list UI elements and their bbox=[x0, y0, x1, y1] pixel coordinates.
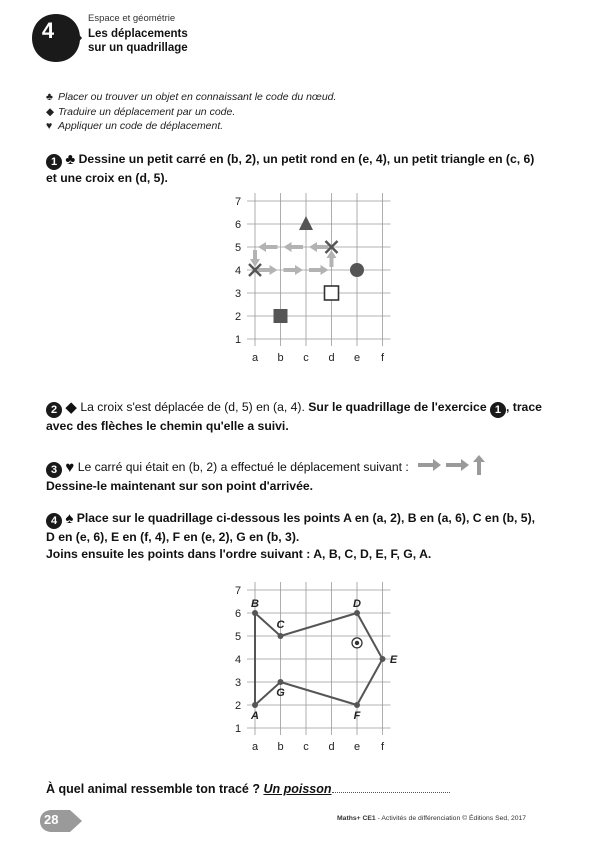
point-label-E: E bbox=[389, 654, 398, 666]
point-label-C: C bbox=[276, 619, 285, 631]
exercise-number: 4 bbox=[46, 513, 62, 529]
point-label-F: F bbox=[353, 710, 361, 722]
spade-icon: ♠ bbox=[65, 510, 74, 527]
row-label: 3 bbox=[234, 288, 242, 300]
exercise-2-text-2: avec des flèches le chemin qu'elle a suivi. bbox=[46, 419, 289, 433]
exercise-4-text: Place sur le quadrillage ci-dessous les points A en (a, 2), B en (a, 6), C en (b, 5), bbox=[76, 511, 536, 525]
arrow-right-icon bbox=[446, 459, 469, 471]
open-square bbox=[325, 286, 339, 300]
exercise-number: 3 bbox=[46, 462, 62, 478]
objective-item bbox=[46, 90, 336, 105]
title-line-1: Les déplacements bbox=[88, 28, 188, 40]
row-label: 2 bbox=[234, 311, 242, 323]
row-label: 5 bbox=[234, 242, 242, 254]
row-label: 6 bbox=[234, 608, 242, 620]
chapter-number: 4 bbox=[41, 18, 55, 43]
exercise-1 bbox=[46, 151, 556, 187]
page-number: 28 bbox=[44, 812, 59, 827]
point-B bbox=[252, 610, 258, 616]
grid-lines bbox=[247, 582, 391, 735]
objective-item bbox=[46, 105, 336, 120]
exercise-4-text-2: D en (e, 6), E en (f, 4), F en (e, 2), G en (b, 3). bbox=[46, 530, 300, 544]
exercise-number: 2 bbox=[46, 402, 62, 418]
point-label-D: D bbox=[353, 598, 361, 610]
col-label: b bbox=[277, 352, 284, 364]
page-title bbox=[88, 27, 188, 55]
col-label: a bbox=[251, 741, 259, 753]
point-A bbox=[252, 702, 258, 708]
path-arrowhead bbox=[321, 265, 329, 275]
exercise-2-bold-end: , trace bbox=[505, 400, 542, 414]
footer-book: Maths+ CE1 bbox=[337, 815, 376, 822]
arrow-right-icon bbox=[418, 459, 441, 471]
club-icon: ♣ bbox=[65, 151, 76, 168]
arrow-up-icon bbox=[473, 455, 485, 475]
col-label: e bbox=[353, 352, 361, 364]
exercise-2-bold: Sur le quadrillage de l'exercice bbox=[308, 400, 487, 414]
footer-credits bbox=[337, 815, 526, 822]
heart-icon: ♥ bbox=[46, 120, 53, 132]
question-text: À quel animal ressemble ton tracé ? bbox=[46, 782, 260, 796]
domain-label: Espace et géométrie bbox=[88, 13, 176, 24]
point-label-G: G bbox=[276, 687, 285, 699]
point-D bbox=[354, 610, 360, 616]
col-label: c bbox=[303, 741, 309, 753]
point-E bbox=[380, 656, 386, 662]
col-label: f bbox=[380, 741, 385, 753]
row-label: 1 bbox=[234, 334, 242, 346]
row-label: 7 bbox=[234, 585, 242, 597]
row-label: 2 bbox=[234, 700, 242, 712]
filled-circle bbox=[350, 263, 364, 277]
row-label: 5 bbox=[234, 631, 242, 643]
exercise-ref-number: 1 bbox=[490, 402, 506, 418]
filled-square bbox=[274, 309, 288, 323]
point-G bbox=[278, 679, 284, 685]
grid-exercise-1 bbox=[226, 192, 398, 368]
answer-field[interactable]: Un poisson bbox=[263, 782, 332, 796]
path-arrowhead bbox=[284, 242, 292, 252]
exercise-4 bbox=[46, 510, 556, 563]
move-arrows bbox=[416, 455, 488, 475]
row-label: 1 bbox=[234, 723, 242, 735]
col-label: d bbox=[328, 741, 335, 753]
exercise-number: 1 bbox=[46, 154, 62, 170]
diamond-icon: ◆ bbox=[46, 105, 55, 118]
exercise-2-text: La croix s'est déplacée de (d, 5) en (a, 4). bbox=[80, 400, 305, 414]
path-arrowhead bbox=[295, 265, 303, 275]
heart-icon: ♥ bbox=[65, 459, 75, 476]
row-label: 6 bbox=[234, 219, 242, 231]
exercise-4-text-3: Joins ensuite les points dans l'ordre suivant : A, B, C, D, E, F, G, A. bbox=[46, 547, 432, 561]
path-arrowhead bbox=[309, 242, 317, 252]
col-label: f bbox=[380, 352, 385, 364]
filled-triangle bbox=[299, 216, 313, 230]
exercise-1-text: Dessine un petit carré en (b, 2), un petit rond en (e, 4), un petit triangle en (c, 6) bbox=[78, 152, 535, 166]
diamond-icon: ◆ bbox=[65, 399, 77, 416]
answer-dotted-line bbox=[332, 782, 450, 793]
exercise-2 bbox=[46, 399, 556, 435]
col-label: d bbox=[328, 352, 335, 364]
point-C bbox=[278, 633, 284, 639]
footer-credits-text: - Activités de différenciation © Éditions Sed, 2017 bbox=[375, 815, 527, 822]
objective-item bbox=[46, 119, 336, 134]
title-line-2: sur un quadrillage bbox=[88, 42, 188, 54]
club-icon: ♣ bbox=[46, 91, 53, 103]
exercise-1-text-2: et une croix en (d, 5). bbox=[46, 171, 168, 185]
col-label: e bbox=[353, 741, 361, 753]
row-label: 4 bbox=[234, 265, 242, 277]
point-label-A: A bbox=[251, 710, 259, 722]
row-label: 7 bbox=[234, 196, 242, 208]
point-label-B: B bbox=[251, 598, 259, 610]
col-label: a bbox=[251, 352, 259, 364]
path-arrowhead bbox=[258, 242, 266, 252]
fish-eye-pupil bbox=[355, 641, 359, 645]
objective-text: Placer ou trouver un objet en connaissant le code du nœud. bbox=[58, 91, 337, 103]
col-label: b bbox=[277, 741, 284, 753]
animal-question bbox=[46, 782, 450, 796]
exercise-3-text: Le carré qui était en (b, 2) a effectué le déplacement suivant : bbox=[77, 460, 409, 474]
col-label: c bbox=[303, 352, 309, 364]
objective-text: Appliquer un code de déplacement. bbox=[58, 120, 224, 132]
point-F bbox=[354, 702, 360, 708]
path-arrowhead bbox=[270, 265, 278, 275]
objectives-list bbox=[46, 90, 336, 134]
row-label: 3 bbox=[234, 677, 242, 689]
row-label: 4 bbox=[234, 654, 242, 666]
grid-exercise-4 bbox=[226, 581, 398, 757]
exercise-3 bbox=[46, 455, 556, 495]
exercise-3-text-2: Dessine-le maintenant sur son point d'arrivée. bbox=[46, 479, 314, 493]
objective-text: Traduire un déplacement par un code. bbox=[58, 105, 236, 118]
